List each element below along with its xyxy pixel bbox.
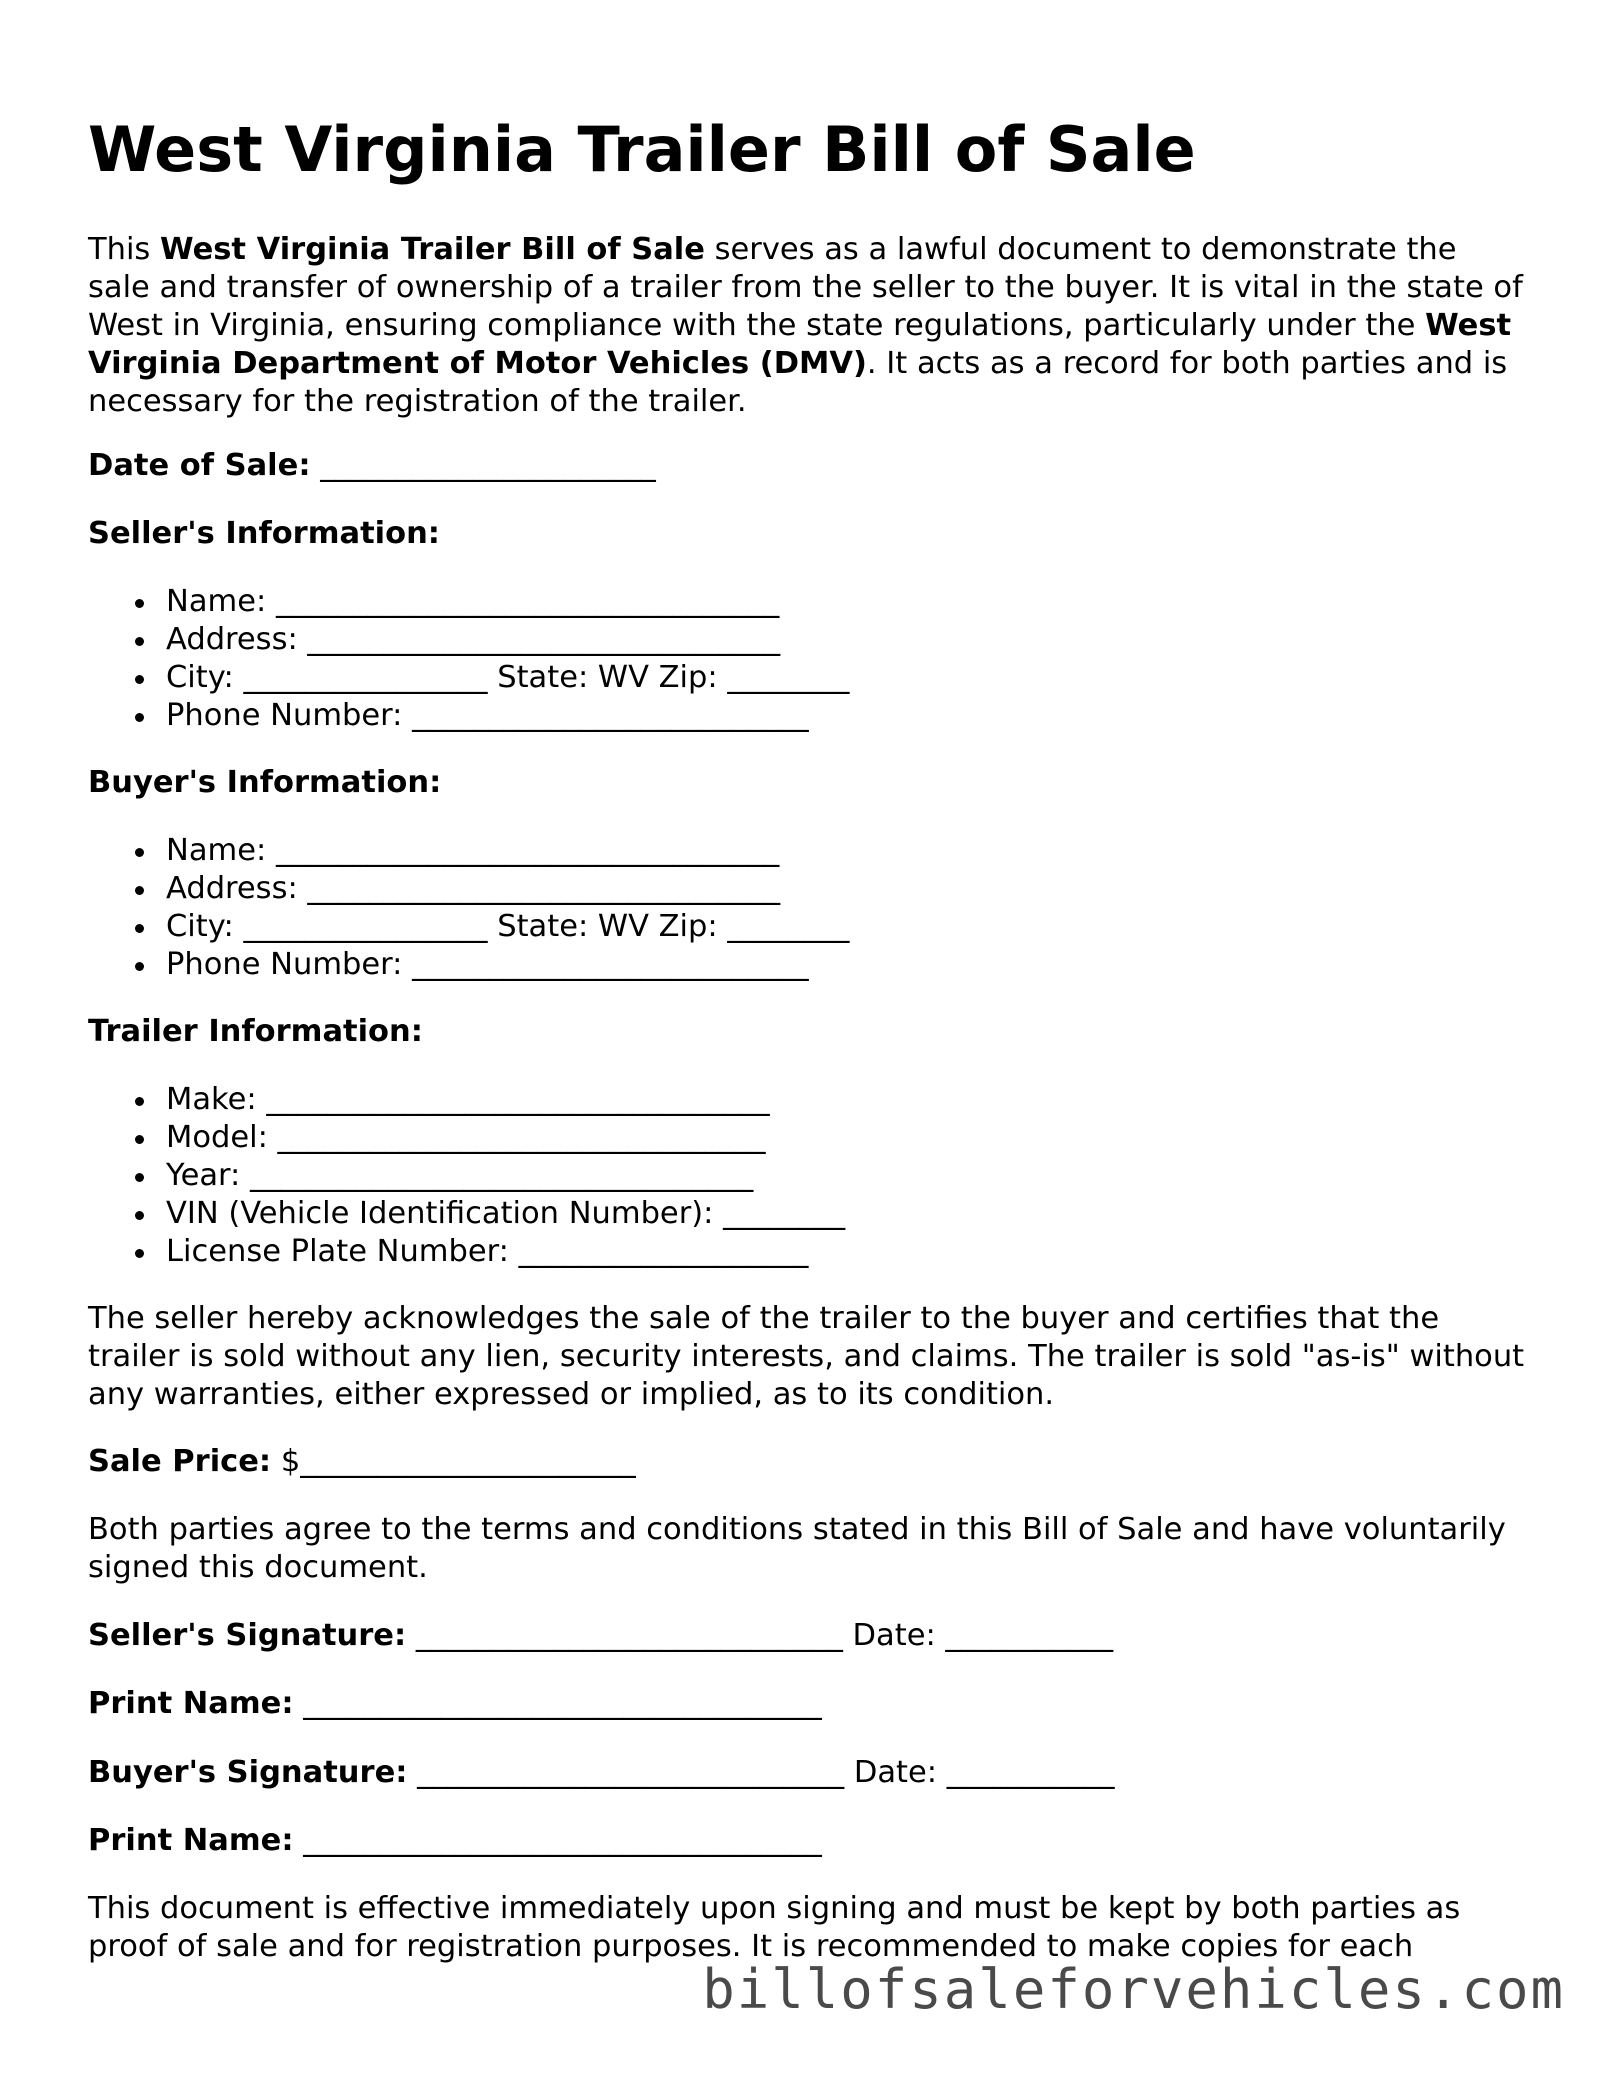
closing-paragraph: This document is effective immediately upon signing and must be kept by both parties as proof of sale and for registration purposes. It is recommended to make copies for each	[88, 1891, 1461, 1964]
buyer-city-state-zip-field[interactable]: City: ________________ State: WV Zip: ________	[166, 909, 850, 944]
seller-fields-list	[88, 583, 849, 735]
intro-bold-title: West Virginia Trailer Bill of Sale	[160, 232, 705, 267]
intro-bold-dmv: West Virginia Department of Motor Vehicles (DMV)	[88, 308, 1512, 381]
sale-price-blank[interactable]: $______________________	[271, 1444, 636, 1479]
agreement-paragraph: Both parties agree to the terms and conditions stated in this Bill of Sale and have voluntarily signed this document.	[88, 1512, 1506, 1585]
buyer-address-field[interactable]: Address: _______________________________	[166, 870, 849, 908]
seller-print-name-line	[88, 1685, 822, 1723]
buyer-info-heading: Buyer's Information:	[88, 765, 442, 800]
seller-signature-label: Seller's Signature:	[88, 1618, 407, 1653]
date-of-sale-blank[interactable]: ______________________	[310, 448, 656, 483]
seller-signature-line	[88, 1617, 1113, 1655]
intro-text-1: This	[88, 232, 161, 267]
buyer-print-name-line	[88, 1822, 822, 1860]
seller-address-field[interactable]: Address: _______________________________	[166, 621, 849, 659]
buyer-print-name-blank[interactable]: __________________________________	[293, 1823, 822, 1858]
buyer-signature-label: Buyer's Signature:	[88, 1755, 408, 1790]
seller-signature-blank[interactable]: ____________________________ Date: ___________	[406, 1618, 1114, 1653]
buyer-phone-field[interactable]: Phone Number: __________________________	[166, 946, 849, 984]
intro-text-2: serves as a lawful document to demonstrate the sale and transfer of ownership of a trailer from the seller to the buyer. It is vital in the state of West in Virginia, ensuring compliance with the state regulations, particularly under the	[88, 232, 1523, 343]
buyer-print-name-label: Print Name:	[88, 1823, 294, 1858]
date-of-sale-line	[88, 447, 656, 485]
trailer-vin-field[interactable]: VIN (Vehicle Identification Number): ________	[166, 1196, 846, 1231]
seller-phone-field[interactable]: Phone Number: __________________________	[166, 697, 849, 735]
trailer-fields-list	[88, 1081, 845, 1271]
buyer-signature-blank[interactable]: ____________________________ Date: ___________	[407, 1755, 1115, 1790]
acknowledgment-paragraph: The seller hereby acknowledges the sale of the trailer to the buyer and certifies that the trailer is sold without any lien, security interests, and claims. The trailer is sold "as-is" without any warranties, either expressed or implied, as to its condition.	[88, 1301, 1525, 1412]
trailer-year-field[interactable]: Year: _________________________________	[166, 1157, 845, 1195]
sale-price-label: Sale Price:	[88, 1444, 272, 1479]
seller-city-state-zip-field[interactable]: City: ________________ State: WV Zip: ________	[166, 660, 850, 695]
document-title: West Virginia Trailer Bill of Sale	[88, 113, 1196, 186]
date-of-sale-label: Date of Sale:	[88, 448, 311, 483]
trailer-license-plate-field[interactable]: License Plate Number: ___________________	[166, 1233, 845, 1271]
intro-text-3: . It acts as a record for both parties and is necessary for the registration of the trailer.	[88, 346, 1508, 419]
buyer-name-field[interactable]: Name: _________________________________	[166, 832, 849, 870]
buyer-fields-list	[88, 832, 849, 984]
sale-price-line	[88, 1443, 636, 1481]
seller-print-name-label: Print Name:	[88, 1686, 294, 1721]
trailer-model-field[interactable]: Model: ________________________________	[166, 1119, 845, 1157]
seller-name-field[interactable]: Name: _________________________________	[166, 583, 849, 621]
trailer-info-heading: Trailer Information:	[88, 1014, 423, 1049]
intro-paragraph	[88, 231, 1528, 421]
buyer-signature-line	[88, 1754, 1114, 1792]
trailer-make-field[interactable]: Make: _________________________________	[166, 1081, 845, 1119]
site-watermark: billofsaleforvehicles.com	[702, 1958, 1565, 2021]
seller-print-name-blank[interactable]: __________________________________	[293, 1686, 822, 1721]
seller-info-heading: Seller's Information:	[88, 516, 440, 551]
